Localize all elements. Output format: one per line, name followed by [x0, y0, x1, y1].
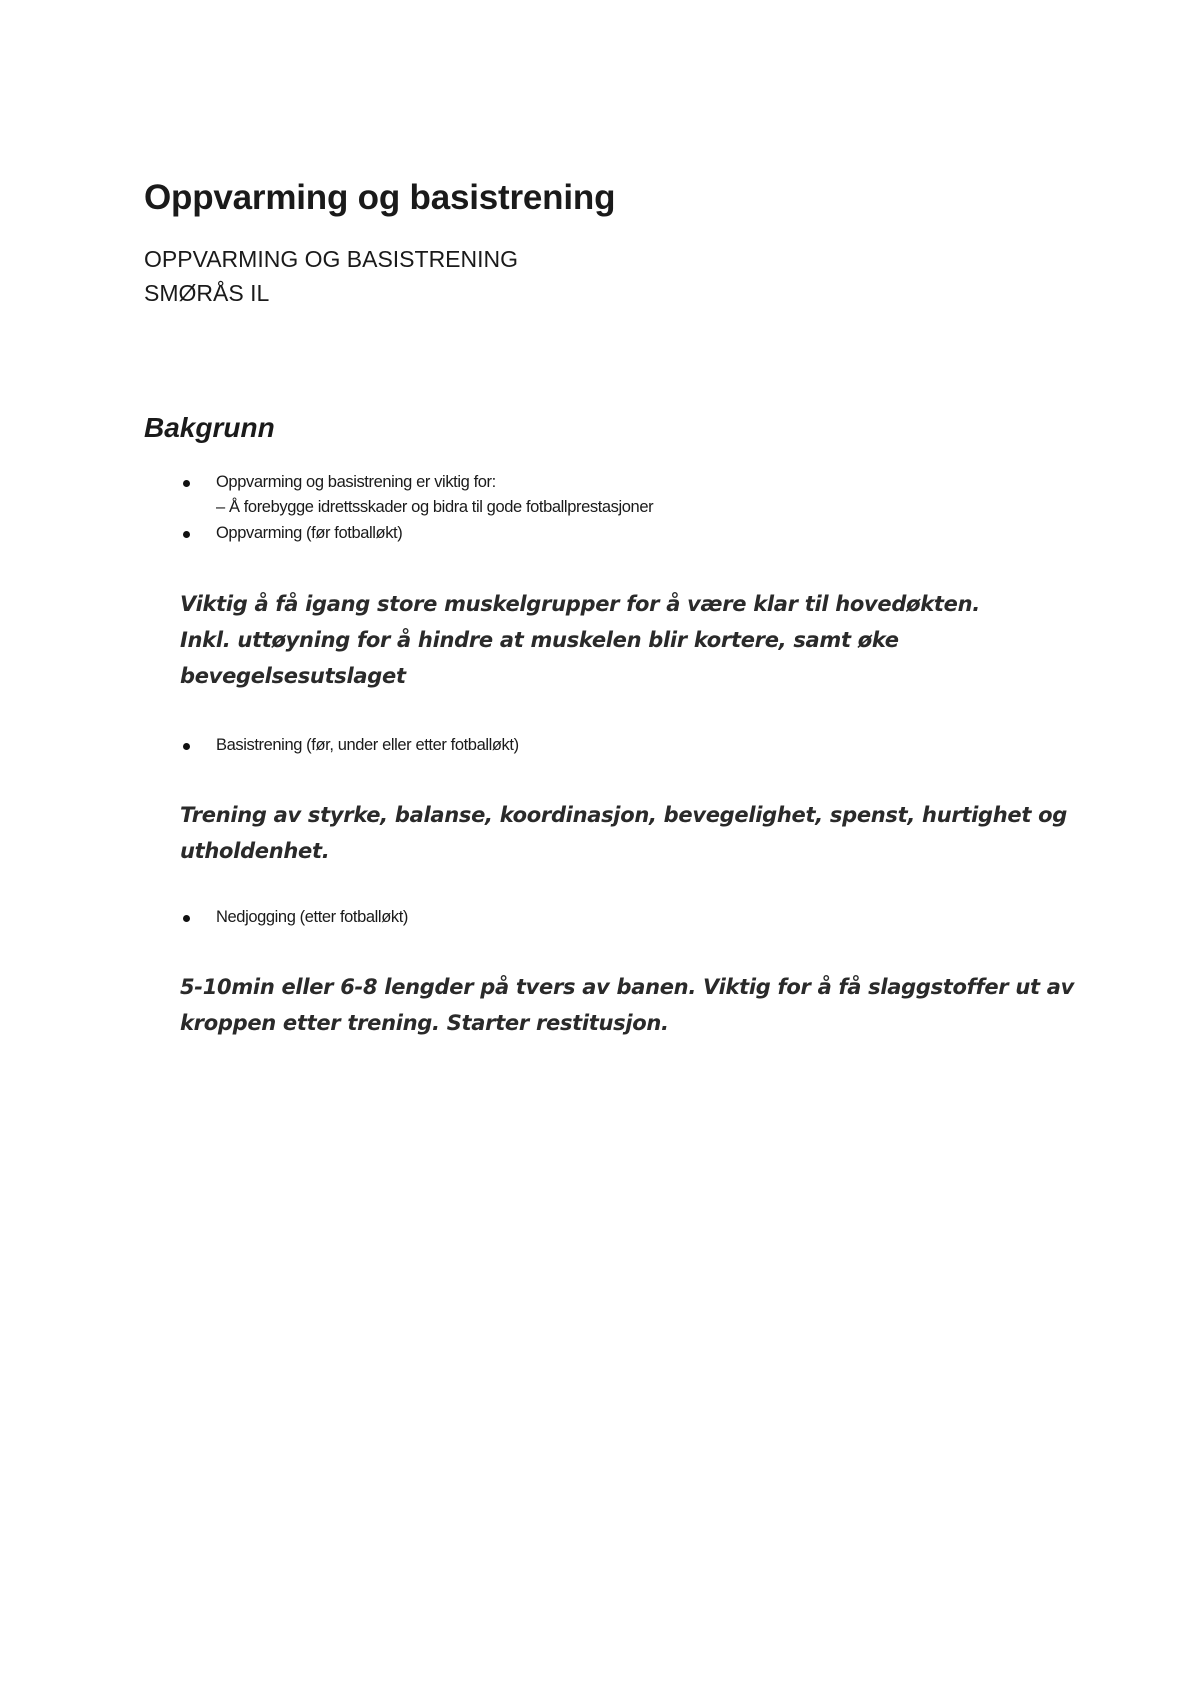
note-line: Inkl. uttøyning for å hindre at muskelen blir kortere, samt øke [180, 628, 899, 652]
note-line: bevegelsesutslaget [180, 664, 406, 688]
bullet-text [216, 470, 653, 520]
note-line: Trening av styrke, balanse, koordinasjon, bevegelighet, spenst, hurtighet og [180, 803, 1067, 827]
note-line: 5-10min eller 6-8 lengder på tvers av banen. Viktig for å få slaggstoffer ut av [180, 975, 1075, 999]
bullet-text [216, 733, 519, 758]
bullet-text [216, 905, 408, 930]
bullet-dot-icon [183, 480, 190, 487]
document-title: Oppvarming og basistrening [144, 178, 616, 217]
section-heading: Bakgrunn [144, 412, 275, 443]
note-paragraph [180, 797, 1067, 869]
bullet-line: Basistrening (før, under eller etter fotballøkt) [216, 736, 519, 754]
note-line: Viktig å få igang store muskelgrupper for å være klar til hovedøkten. [180, 592, 980, 616]
organization-name: SMØRÅS IL [144, 280, 270, 306]
bullet-dot-icon [183, 531, 190, 538]
bullet-text [216, 521, 402, 546]
bullet-subline: – Å forebygge idrettsskader og bidra til gode fotballprestasjoner [216, 498, 654, 516]
note-line: utholdenhet. [180, 839, 330, 863]
note-paragraph [180, 586, 980, 694]
bullet-line: Nedjogging (etter fotballøkt) [216, 908, 408, 926]
bullet-line: Oppvarming (før fotballøkt) [216, 524, 403, 542]
bullet-line: Oppvarming og basistrening er viktig for: [216, 473, 496, 491]
note-paragraph [180, 969, 1074, 1041]
note-line: kroppen etter trening. Starter restitusjon. [180, 1011, 669, 1035]
bullet-dot-icon [183, 743, 190, 750]
document-subtitle [144, 242, 518, 310]
bullet-dot-icon [183, 915, 190, 922]
subtitle-line: OPPVARMING OG BASISTRENING [144, 246, 519, 272]
